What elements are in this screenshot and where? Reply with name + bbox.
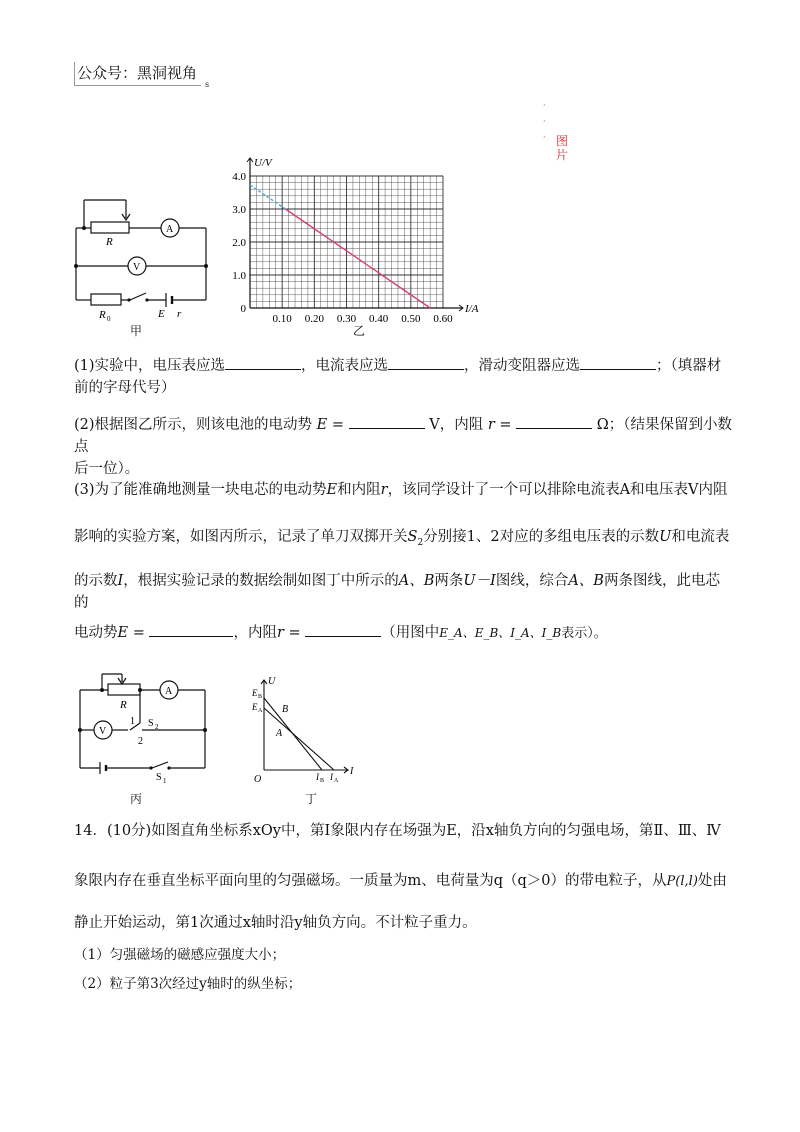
question-14-line3: 静止开始运动，第1次通过x轴时沿y轴负方向。不计粒子重力。	[74, 915, 477, 931]
series-measured	[285, 209, 430, 308]
q2-unit-V: V，内阻	[429, 417, 484, 433]
question-14-line2: 象限内存在垂直坐标平面向里的匀强磁场。一质量为m、电荷量为q（q＞0）的带电粒子，从P(l,l)处由	[74, 873, 727, 889]
q3-line1: (3)为了能准确地测量一块电芯的电动势	[74, 482, 327, 498]
blank-ammeter[interactable]	[388, 355, 464, 370]
x-tick-label: 0.40	[369, 313, 389, 325]
bing-V: V	[99, 726, 107, 737]
y-tick-label: 3.0	[232, 204, 246, 216]
bing-2: 2	[138, 736, 143, 747]
q1-prefix: (1)实验中，电压表应选	[74, 358, 226, 374]
x-axis-label: I/A	[465, 303, 479, 315]
question-14-sub2: （2）粒子第3次经过y轴时的纵坐标；	[74, 976, 302, 992]
question-1	[74, 355, 734, 399]
svg-text:1: 1	[163, 777, 167, 785]
graph-ding	[248, 670, 358, 785]
x-tick-label: 0.50	[401, 313, 421, 325]
svg-text:A: A	[334, 778, 339, 784]
svg-text:O: O	[254, 774, 262, 785]
question-3: (3)为了能准确地测量一块电芯的电动势E和内阻r，该同学设计了一个可以排除电流表A和电压表V内阻	[74, 482, 728, 498]
svg-text:I: I	[330, 772, 333, 782]
bing-R: R	[120, 699, 127, 711]
label-E: E	[158, 308, 165, 320]
svg-text:I: I	[316, 772, 319, 782]
red-mark: 图片	[556, 134, 569, 162]
question-3-line3: 的示数I，根据实验记录的数据绘制如图丁中所示的A、B两条U－I图线，综合A、B两条图线，此电芯的	[74, 573, 720, 611]
label-R: R	[106, 236, 113, 248]
svg-text:E: E	[252, 702, 258, 712]
question-3-line4: 电动势E = ，内阻r = （用图中E_A、E_B、I_A、I_B表示）。	[74, 622, 734, 645]
y-axis-label: U/V	[254, 157, 272, 169]
svg-text:E: E	[252, 688, 258, 698]
label-r: r	[177, 308, 182, 320]
bing-1: 1	[130, 716, 135, 727]
q1-mid1: ，电流表应选	[301, 358, 389, 374]
bing-A: A	[165, 686, 173, 697]
caption-ding: 丁	[305, 792, 318, 806]
circuit-bing	[70, 668, 220, 788]
blank-emf[interactable]	[349, 414, 425, 429]
q2-prefix: (2)根据图乙所示，则该电池的电动势	[74, 417, 313, 433]
label-V: V	[133, 262, 141, 273]
y-tick-label: 2.0	[232, 237, 246, 249]
label-R0: R	[99, 309, 106, 321]
red-dots: · · ·	[543, 101, 546, 142]
header-label: 公众号：黑洞视角	[74, 62, 201, 86]
y-tick-label: 4.0	[232, 171, 246, 183]
question-2	[74, 414, 734, 480]
question-3-line2: 影响的实验方案，如图丙所示，记录了单刀双掷开关$S_2$分别接1、2对应的多组电压表的示数U和电流表	[74, 529, 730, 548]
chart-yi	[225, 150, 515, 345]
svg-text:2: 2	[155, 723, 159, 731]
question-14-sub1: （1）匀强磁场的磁感应强度大小；	[74, 947, 286, 963]
q2-r: r =	[487, 417, 512, 433]
bing-S2: S	[148, 718, 154, 729]
q1-mid2: ，滑动变阻器应选	[464, 358, 581, 374]
blank-emf-2[interactable]	[149, 622, 233, 637]
blank-resistance-2[interactable]	[305, 622, 381, 637]
label-R0-sub: 0	[107, 315, 111, 323]
bing-S1: S	[156, 772, 162, 783]
svg-text:B: B	[258, 694, 263, 700]
y-tick-label: 1.0	[232, 270, 246, 282]
svg-text:A: A	[258, 708, 263, 714]
svg-text:U: U	[268, 676, 276, 687]
caption-jia: 甲	[130, 324, 143, 338]
x-tick-label: 0.10	[272, 313, 292, 325]
y-tick-label: 0	[240, 303, 246, 315]
q2-E: E =	[316, 417, 344, 433]
svg-text:A: A	[276, 728, 283, 739]
question-14-line1: 14．(10分)如图直角坐标系xOy中，第Ⅰ象限内存在场强为E，沿x轴负方向的匀强电场，第Ⅱ、Ⅲ、Ⅳ	[74, 823, 721, 839]
q3-E: E	[326, 482, 338, 498]
svg-text:B: B	[282, 704, 289, 715]
x-tick-label: 0.30	[336, 313, 357, 325]
blank-resistance[interactable]	[516, 414, 592, 429]
svg-text:I: I	[350, 766, 354, 777]
blank-rheostat[interactable]	[580, 355, 656, 370]
x-tick-label: 0.60	[433, 313, 453, 325]
x-tick-label: 0.20	[304, 313, 324, 325]
caption-bing: 丙	[130, 792, 143, 806]
q2-unit-ohm: Ω；（结果保留到小数点	[74, 417, 733, 455]
caption-yi: 乙	[353, 324, 366, 338]
label-A: A	[166, 224, 174, 235]
header-suffix: s	[205, 80, 210, 89]
svg-text:B: B	[320, 778, 325, 784]
q1-suffix: ；（填器材	[656, 358, 722, 374]
blank-voltmeter[interactable]	[225, 355, 301, 370]
circuit-jia	[66, 190, 216, 340]
series-extrapolated	[250, 185, 285, 209]
q1-line2: 前的字母代号）	[74, 380, 176, 396]
q2-line2: 后一位）。	[74, 461, 140, 477]
